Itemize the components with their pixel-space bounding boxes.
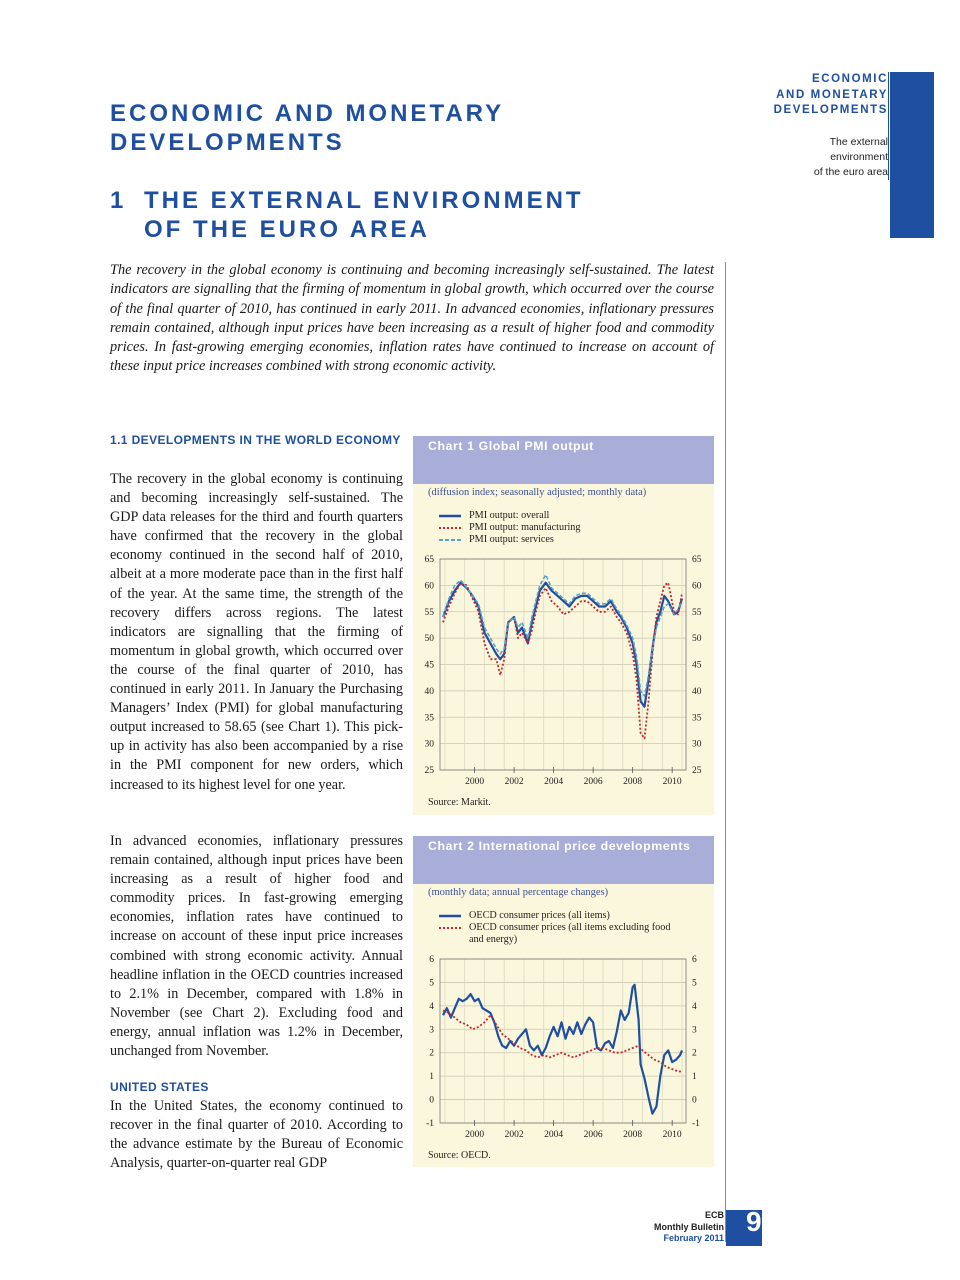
y-tick-label-left: 3 [429,1025,434,1036]
section-tag [760,72,888,119]
y-tick-label-right: 60 [692,581,702,592]
series-line [443,1011,682,1072]
y-tick-label-left: 25 [424,766,434,776]
section-sub-line: of the euro area [813,166,888,178]
y-tick-label-right: 6 [692,955,697,965]
chart-1-panel [413,436,714,815]
y-tick-label-left: 6 [429,955,434,965]
y-tick-label-left: -1 [426,1119,434,1129]
y-tick-label-left: 5 [429,978,434,989]
x-tick-label: 2000 [465,1130,485,1140]
x-tick-label: 2010 [662,1130,682,1140]
y-tick-label-left: 2 [429,1048,434,1059]
x-tick-label: 2002 [504,1130,524,1140]
x-tick-label: 2006 [583,1130,603,1140]
x-tick-label: 2002 [504,777,524,787]
chapter-title [110,186,584,244]
y-tick-label-right: 2 [692,1048,697,1059]
y-tick-label-right: 3 [692,1025,697,1036]
y-tick-label-right: 1 [692,1072,697,1083]
y-tick-label-right: 65 [692,555,702,565]
legend-label: OECD consumer prices (all items excluding food [469,922,671,933]
x-tick-label: 2010 [662,777,682,787]
y-tick-label-right: 50 [692,634,702,645]
y-tick-label-right: 40 [692,686,702,697]
legend-label: PMI output: manufacturing [469,522,581,533]
series-line [443,985,682,1114]
chart-2-source: Source: OECD. [428,1150,491,1161]
section-tag-line: ECONOMIC [811,73,888,85]
y-tick-label-left: 45 [424,660,434,671]
chart-1-subtitle: (diffusion index; seasonally adjusted; monthly data) [428,487,647,498]
subsection-heading: UNITED STATES [110,1080,209,1094]
y-tick-label-left: 65 [424,555,434,565]
side-tab-rule [888,72,889,180]
chart-1-source: Source: Markit. [428,797,491,808]
page-title [110,99,504,157]
paragraph: The recovery in the global economy is continuing and becoming increasingly self-sustained. The GDP data releases for the third and fourth quarters have confirmed that the recovery in the global economy continued in the second half of 2010, albeit at a more moderate pace than in the first half of the year. At the same time, the strength of the recovery differs across regions. The latest indicators are signalling that the firming of momentum in global growth, which occurred over the course of the final quarter of 2010, has continued in early 2011. In January the Purchasing Managers’ Index (PMI) for global manufacturing output increased to 58.65 (see Chart 1). This pick-up in activity has also been accompanied by a rise in the PMI component for new orders, which increased to its highest level for one year. [110,471,403,793]
y-tick-label-left: 40 [424,686,434,697]
page-title-line: DEVELOPMENTS [110,129,345,156]
section-sub-line: environment [830,151,888,163]
y-tick-label-left: 30 [424,739,434,750]
legend-label: PMI output: services [469,534,554,545]
section-tag-line: DEVELOPMENTS [773,104,888,116]
legend-label: OECD consumer prices (all items) [469,910,610,921]
footer-date: February 2011 [663,1233,724,1243]
series-line [443,575,682,696]
x-tick-label: 2008 [623,777,643,787]
chart-1-plot [413,436,714,815]
intro-summary: The recovery in the global economy is continuing and becoming increasingly self-sustained. The latest indicators are signalling that the firming of momentum in global growth, which occurred over the course of the final quarter of 2010, has continued in early 2011. In advanced economies, inflationary pressures remain contained, although input prices have been increasing as a result of higher food and commodity prices. In fast-growing emerging economies, inflation rates have continued to increase on account of these input price increases combined with strong economic activity. [110,262,714,375]
column-divider [725,262,726,1242]
y-tick-label-left: 55 [424,607,434,618]
y-tick-label-right: 55 [692,607,702,618]
paragraph: In the United States, the economy continued to recover in the final quarter of 2010. According to the advance estimate by the Bureau of Economic Analysis, quarter-on-quarter real GDP [110,1098,403,1172]
y-tick-label-left: 60 [424,581,434,592]
legend-label: and energy) [469,934,518,945]
chapter-title-line: OF THE EURO AREA [144,216,430,243]
side-tab-bar [890,72,934,238]
section-sub-line: The external [829,136,888,148]
section-tag-line: AND MONETARY [776,88,888,101]
y-tick-label-left: 35 [424,713,434,724]
y-tick-label-left: 4 [429,1001,434,1012]
y-tick-label-right: 4 [692,1001,697,1012]
y-tick-label-right: -1 [692,1119,700,1129]
chart-2-subtitle: (monthly data; annual percentage changes) [428,887,609,898]
page-title-line: ECONOMIC AND MONETARY [110,100,505,127]
x-tick-label: 2006 [583,777,603,787]
chart-1-title: Chart 1 Global PMI output [428,439,594,453]
x-tick-label: 2000 [465,777,485,787]
chart-2-title: Chart 2 International price developments [428,839,691,853]
chapter-title-line: THE EXTERNAL ENVIRONMENT [144,187,584,214]
y-tick-label-left: 0 [429,1095,434,1106]
y-tick-label-right: 35 [692,713,702,724]
paragraph: In advanced economies, inflationary pressures remain contained, although input prices have been increasing as a result of higher food and commodity prices. In fast-growing emerging economies, inflation rates have continued to increase on account of these input price increases combined with strong economic activity. Annual headline inflation in the OECD countries increased to 2.1% in December, compared with 1.8% in November (see Chart 2). Excluding food and energy, annual inflation was 1.2% in December, unchanged from November. [110,833,403,1060]
page-number: 9 [746,1206,762,1237]
chart-2-plot [413,836,714,1167]
x-tick-label: 2004 [544,1130,564,1140]
series-line [443,583,682,707]
y-tick-label-right: 0 [692,1095,697,1106]
footer-ecb: ECB [704,1210,724,1220]
y-tick-label-left: 1 [429,1072,434,1083]
footer-publication [620,1210,724,1245]
x-tick-label: 2008 [623,1130,643,1140]
y-tick-label-right: 30 [692,739,702,750]
chart-2-panel [413,836,714,1167]
y-tick-label-right: 25 [692,766,702,776]
x-tick-label: 2004 [544,777,564,787]
footer-title: Monthly Bulletin [654,1221,724,1232]
legend-label: PMI output: overall [469,510,550,521]
y-tick-label-right: 45 [692,660,702,671]
y-tick-label-right: 5 [692,978,697,989]
chapter-number: 1 [110,187,127,214]
section-subtitle [760,135,888,180]
section-heading: 1.1 DEVELOPMENTS IN THE WORLD ECONOMY [110,433,401,447]
y-tick-label-left: 50 [424,634,434,645]
